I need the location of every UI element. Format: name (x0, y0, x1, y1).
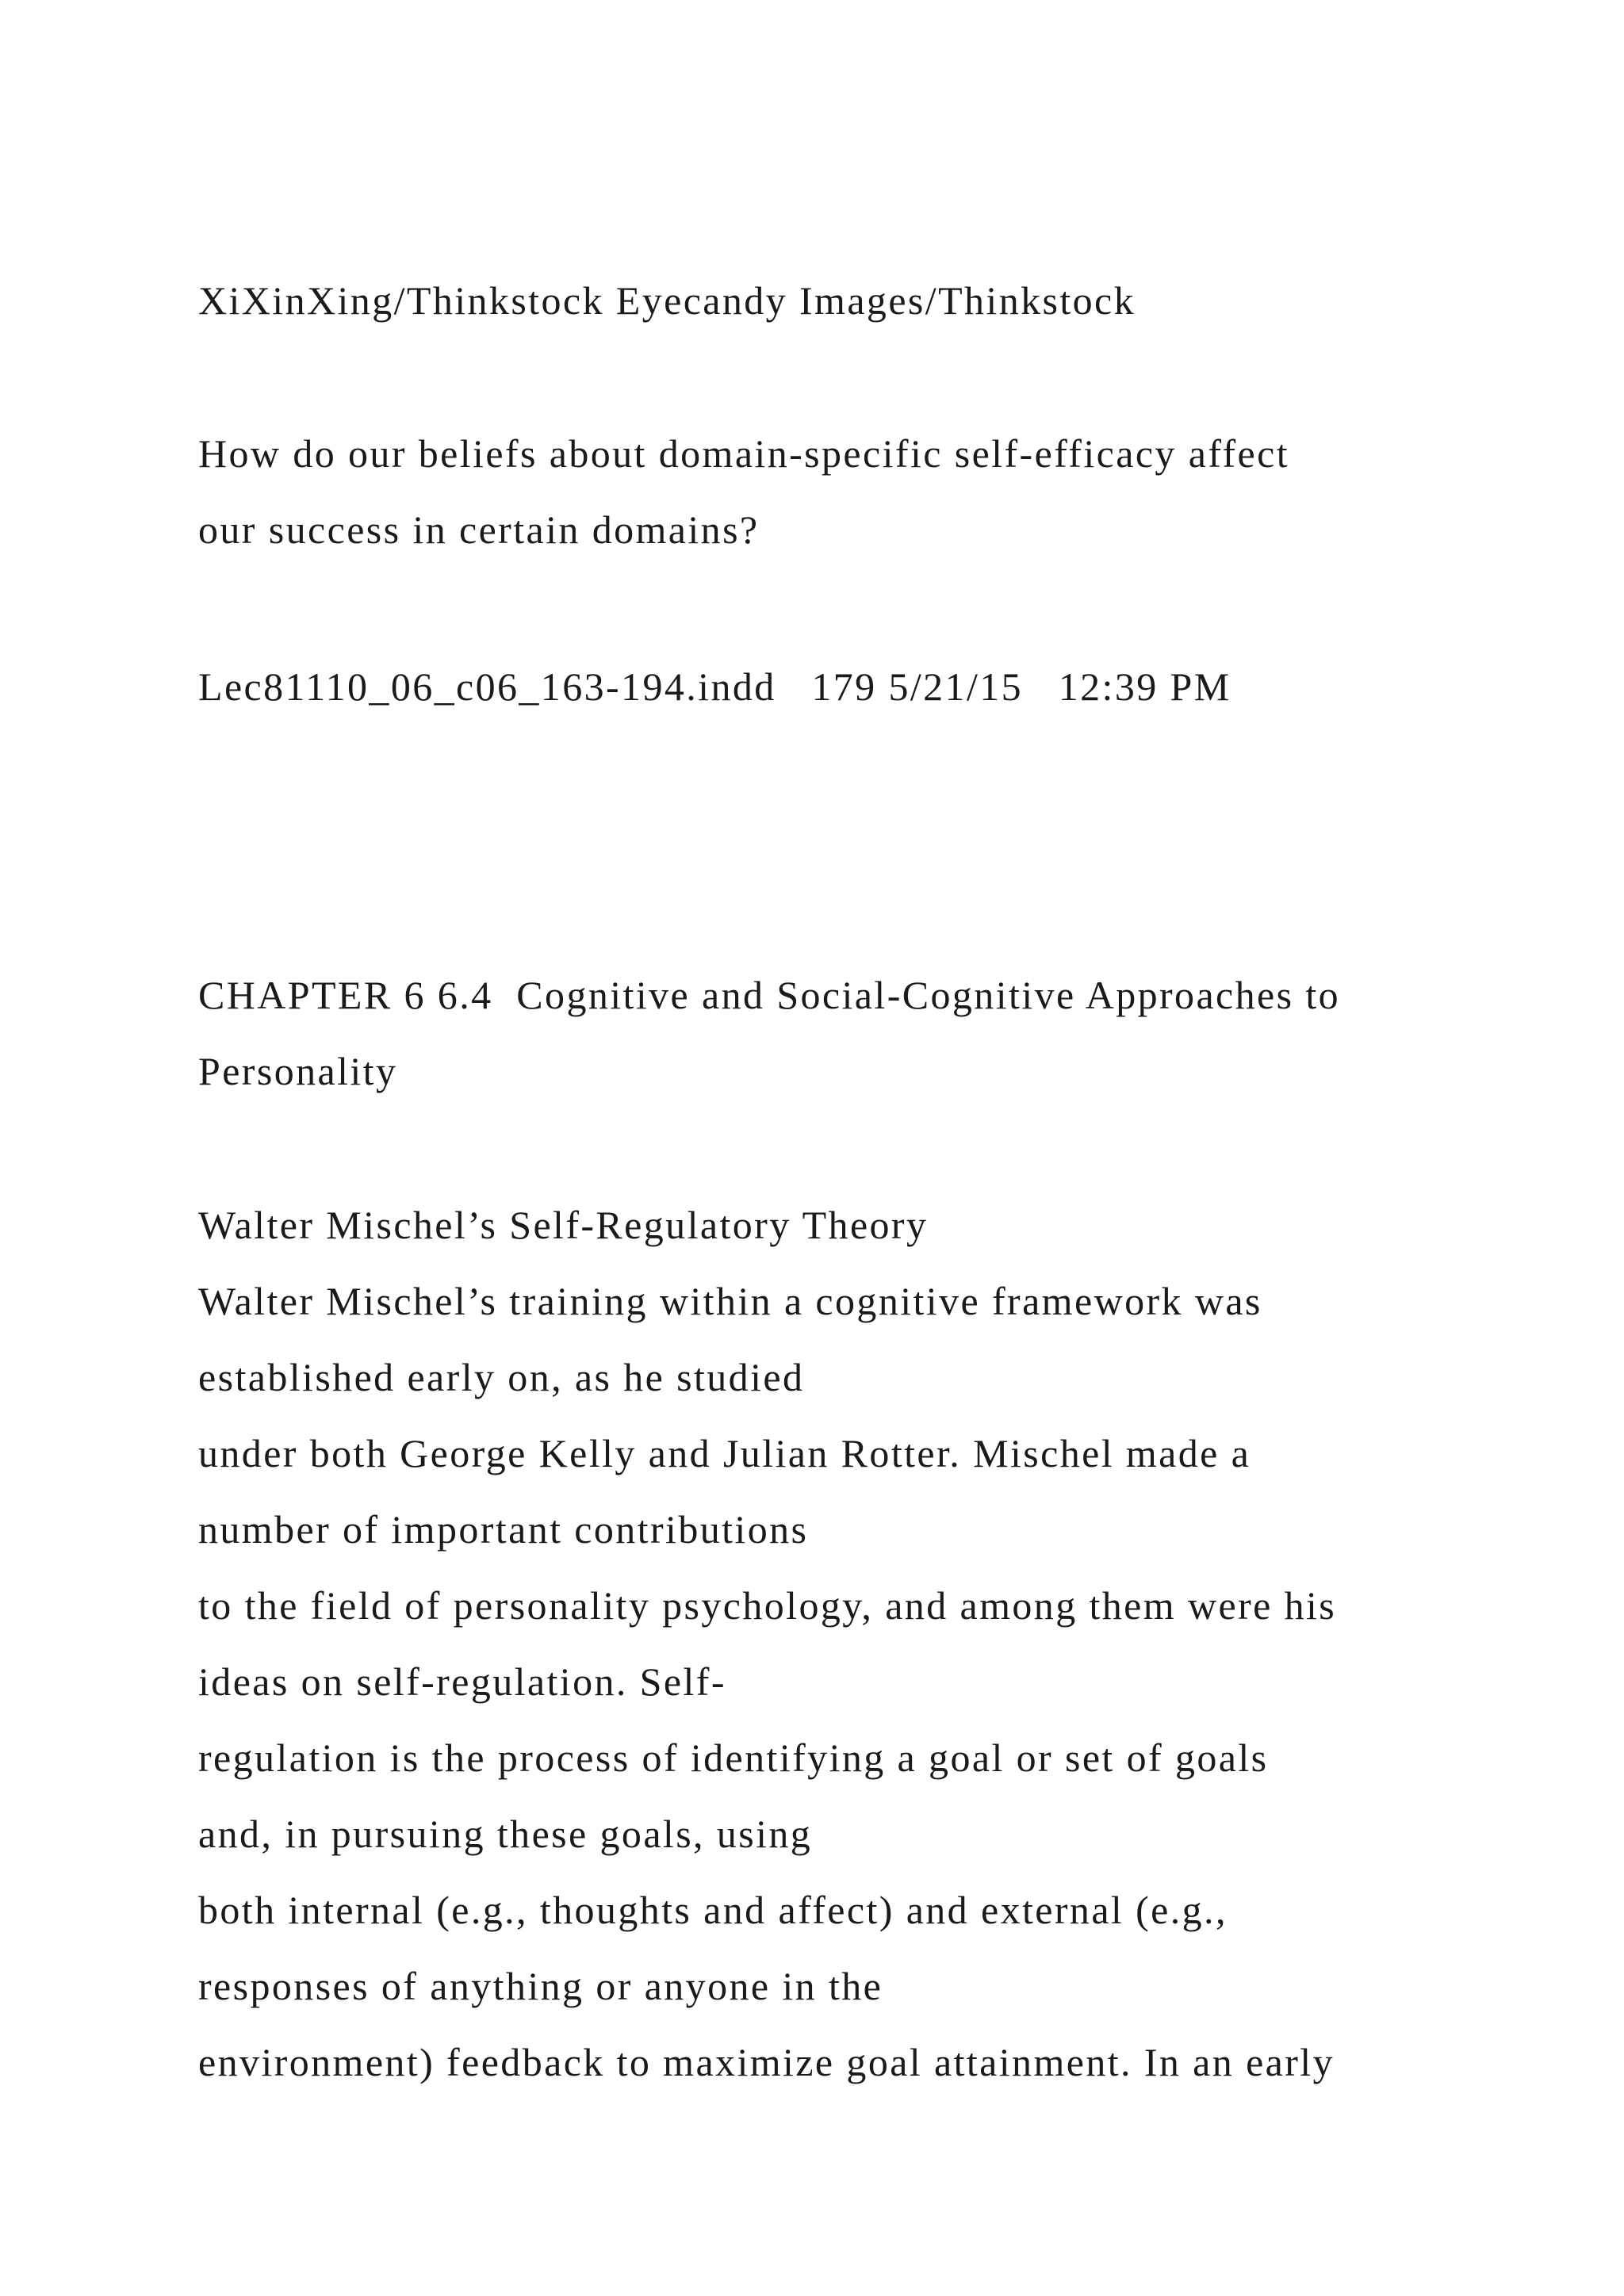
file-slug-line: Lec81110_06_c06_163-194.indd 179 5/21/15 12:39 PM (198, 664, 1231, 709)
body-text-line: number of important contributions (198, 1507, 809, 1552)
caption-question-line-2: our success in certain domains? (198, 507, 760, 552)
chapter-header-line-1: CHAPTER 6 6.4 Cognitive and Social-Cognitive Approaches to (198, 973, 1341, 1017)
chapter-header-line-2: Personality (198, 1049, 398, 1093)
caption-question-line-1: How do our beliefs about domain-specific self-efficacy affect (198, 431, 1289, 476)
body-text-line: regulation is the process of identifying a goal or set of goals (198, 1735, 1269, 1780)
body-text-line: and, in pursuing these goals, using (198, 1812, 813, 1856)
body-text-line: responses of anything or anyone in the (198, 1964, 883, 2008)
section-heading: Walter Mischel’s Self-Regulatory Theory (198, 1203, 929, 1247)
image-credit: XiXinXing/Thinkstock Eyecandy Images/Thinkstock (198, 278, 1136, 323)
body-text-line: environment) feedback to maximize goal attainment. In an early (198, 2040, 1335, 2084)
body-text-line: both internal (e.g., thoughts and affect) and external (e.g., (198, 1888, 1228, 1932)
body-text-line: ideas on self-regulation. Self- (198, 1659, 726, 1704)
body-text-line: established early on, as he studied (198, 1355, 805, 1399)
body-text-line: Walter Mischel’s training within a cognitive framework was (198, 1279, 1262, 1323)
body-text-line: under both George Kelly and Julian Rotter. Mischel made a (198, 1431, 1251, 1475)
body-text-line: to the field of personality psychology, and among them were his (198, 1583, 1337, 1628)
